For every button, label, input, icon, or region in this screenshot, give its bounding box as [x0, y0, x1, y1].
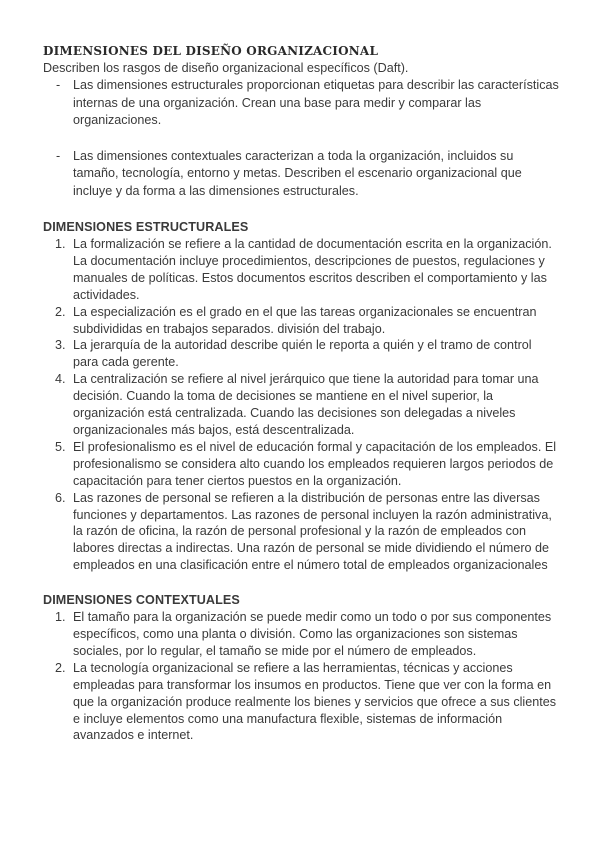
list-item-text: La tecnología organizacional se refiere a las herramientas, técnicas y acciones empleadas para transformar los insumos en productos. Tiene que ver con la forma en que la organización produce realmente los bienes y servicios que ofrece a sus clientes e incluye elementos como una manufactura flexible, sistemas de información avanzados e internet.	[73, 660, 557, 743]
dash-list	[43, 77, 560, 200]
item-number: 4.	[55, 372, 66, 387]
intro-text: Describen los rasgos de diseño organizacional específicos (Daft).	[43, 61, 409, 75]
list-item	[43, 337, 560, 371]
dash-marker: -	[56, 148, 61, 163]
contextual-list	[43, 609, 560, 744]
list-item	[43, 371, 560, 439]
list-item	[43, 148, 560, 201]
structural-list	[43, 236, 560, 574]
item-number: 3.	[55, 338, 66, 353]
list-item-text: Las dimensiones contextuales caracterizan a toda la organización, incluidos su tamaño, tecnología, entorno y metas. Describen el escenario organizacional que incluye y da forma a las dimensiones estructurales.	[73, 148, 522, 198]
list-item-text: El tamaño para la organización se puede medir como un todo o por sus componentes específicos, como una planta o división. Como las organizaciones son sistemas sociales, por lo regular, el tamaño se mide por el número de empleados.	[73, 610, 552, 658]
item-number: 1.	[55, 610, 66, 625]
page-title: DIMENSIONES DEL DISEÑO ORGANIZACIONAL	[43, 44, 379, 58]
list-item	[43, 236, 560, 304]
item-number: 2.	[55, 660, 66, 675]
list-item	[43, 609, 560, 660]
list-item-text: La centralización se refiere al nivel jerárquico que tiene la autoridad para tomar una decisión. Cuando la toma de decisiones se mantiene en el nivel superior, la organización está centralizada. Cuando las decisiones son delegadas a niveles organizacionales más bajos, está descentralizada.	[73, 372, 539, 437]
list-item-text: Las dimensiones estructurales proporcionan etiquetas para describir las características internas de una organización. Crean una base para medir y comparar las organizaciones.	[73, 78, 559, 127]
dash-marker: -	[56, 78, 61, 92]
list-item-text: El profesionalismo es el nivel de educación formal y capacitación de los empleados. El profesionalismo se considera alto cuando los empleados requieren largos periodos de capacitación para tener ciertos puestos en la organización.	[73, 439, 557, 488]
list-item-text: Las razones de personal se refieren a la distribución de personas entre las diversas funciones y departamentos. Las razones de personal incluyen la razón administrativa, la razón de oficina, la razón de personal profesional y la razón de empleados con labores directas a indirectas. Una razón de personal se mide dividiendo el número de empleados en una clasificación entre el número total de empleados organizacionales	[73, 490, 552, 573]
list-item	[43, 304, 560, 338]
section-heading-structural: DIMENSIONES ESTRUCTURALES	[43, 220, 249, 234]
list-item	[43, 439, 560, 490]
item-number: 1.	[55, 237, 66, 251]
list-item-text: La especialización es el grado en el que las tareas organizacionales se encuentran subdivididas en trabajos separados. división del trabajo.	[73, 304, 537, 336]
list-item-text: La formalización se refiere a la cantidad de documentación escrita en la organización. La documentación incluye procedimientos, descripciones de puestos, regulaciones y manuales de políticas. Estos documentos escritos describen el comportamiento y las actividades.	[73, 237, 552, 302]
item-number: 2.	[55, 304, 66, 319]
item-number: 6.	[55, 490, 66, 505]
list-item	[43, 77, 560, 130]
list-item	[43, 660, 560, 745]
section-heading-contextual: DIMENSIONES CONTEXTUALES	[43, 593, 240, 608]
list-item	[43, 490, 560, 575]
list-item-text: La jerarquía de la autoridad describe quién le reporta a quién y el tramo de control para cada gerente.	[73, 338, 532, 370]
item-number: 5.	[55, 439, 66, 454]
